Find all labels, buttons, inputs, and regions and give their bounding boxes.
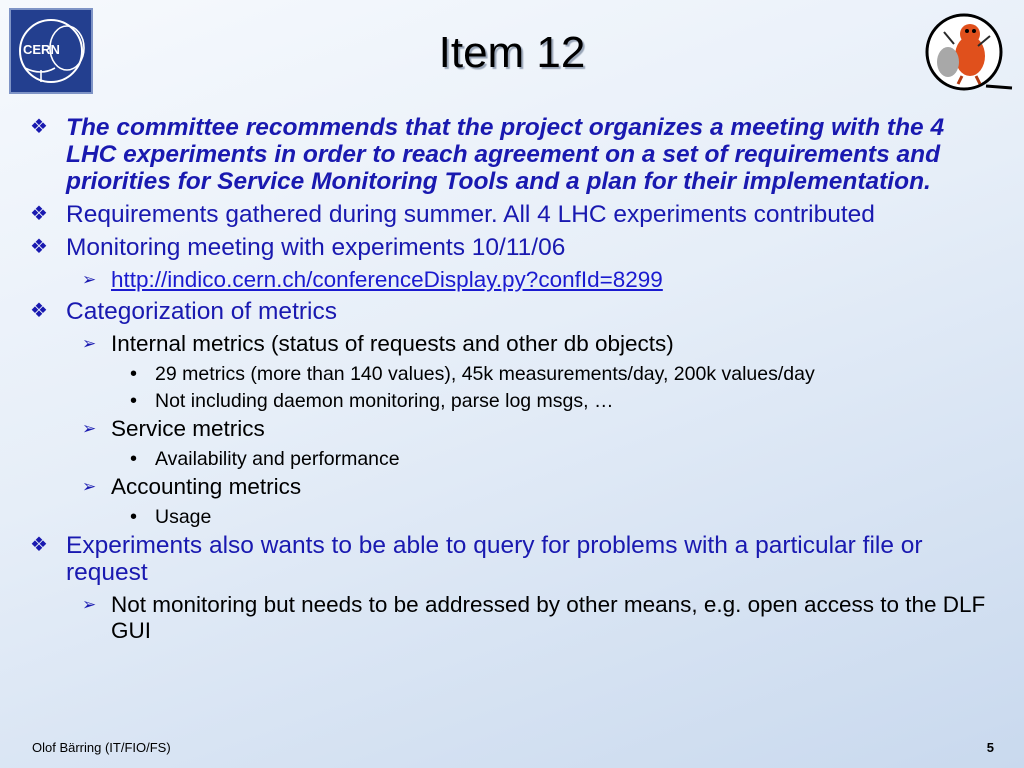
- diamond-bullet-icon: ❖: [30, 534, 48, 556]
- bullet-item: [30, 114, 994, 195]
- sub-sub-bullet-text: Usage: [155, 506, 212, 528]
- sub-bullet-item: [30, 331, 994, 357]
- sub-sub-bullet-text: 29 metrics (more than 140 values), 45k measurements/day, 200k values/day: [155, 363, 815, 385]
- bullet-item: [30, 532, 994, 586]
- bullet-item: [30, 298, 994, 325]
- beaver-mascot-icon: [918, 10, 1014, 94]
- sub-bullet-item[interactable]: [30, 267, 994, 293]
- dot-bullet-icon: •: [130, 448, 138, 470]
- diamond-bullet-icon: ❖: [30, 116, 48, 138]
- sub-sub-bullet-text: Availability and performance: [155, 448, 400, 470]
- sub-bullet-text: Accounting metrics: [111, 474, 302, 499]
- arrowhead-bullet-icon: ➢: [82, 595, 97, 614]
- bullet-text: Categorization of metrics: [66, 298, 337, 325]
- bullet-item: [30, 234, 994, 261]
- arrowhead-bullet-icon: ➢: [82, 419, 97, 438]
- arrowhead-bullet-icon: ➢: [82, 334, 97, 353]
- sub-bullet-item: [30, 592, 994, 644]
- diamond-bullet-icon: ❖: [30, 236, 48, 258]
- sub-bullet-text: Internal metrics (status of requests and other db objects): [111, 331, 674, 356]
- bullet-text: The committee recommends that the project organizes a meeting with the 4 LHC experiments in order to reach agreement on a set of requirements and priorities for Service Monitoring Tools and a plan for their implementation.: [66, 114, 945, 195]
- footer-author: Olof Bärring (IT/FIO/FS): [32, 740, 171, 755]
- diamond-bullet-icon: ❖: [30, 300, 48, 322]
- bullet-text: Monitoring meeting with experiments 10/11/06: [66, 234, 566, 261]
- sub-sub-bullet-text: Not including daemon monitoring, parse log msgs, …: [155, 390, 614, 412]
- sub-bullet-text: Service metrics: [111, 416, 265, 441]
- sub-sub-bullet-item: [30, 362, 994, 386]
- bullet-text: Experiments also wants to be able to query for problems with a particular file or request: [66, 532, 923, 586]
- slide-title: Item 12: [438, 28, 586, 77]
- sub-bullet-item: [30, 416, 994, 442]
- dot-bullet-icon: •: [130, 506, 138, 528]
- bullet-text: Requirements gathered during summer. All 4 LHC experiments contributed: [66, 201, 875, 228]
- sub-sub-bullet-item: [30, 389, 994, 413]
- diamond-bullet-icon: ❖: [30, 203, 48, 225]
- logo-text: CERN: [23, 42, 60, 57]
- arrowhead-bullet-icon: ➢: [82, 270, 97, 289]
- dot-bullet-icon: •: [130, 390, 138, 412]
- sub-bullet-item: [30, 474, 994, 500]
- indico-link[interactable]: http://indico.cern.ch/conferenceDisplay.py?confId=8299: [111, 267, 663, 292]
- sub-bullet-text: Not monitoring but needs to be addressed by other means, e.g. open access to the DLF GUI: [111, 592, 986, 643]
- arrowhead-bullet-icon: ➢: [82, 477, 97, 496]
- dot-bullet-icon: •: [130, 363, 138, 385]
- page-number: 5: [986, 740, 994, 755]
- bullet-item: [30, 201, 994, 228]
- sub-sub-bullet-item: [30, 447, 994, 471]
- bullet-list: [30, 114, 994, 649]
- sub-sub-bullet-item: [30, 505, 994, 529]
